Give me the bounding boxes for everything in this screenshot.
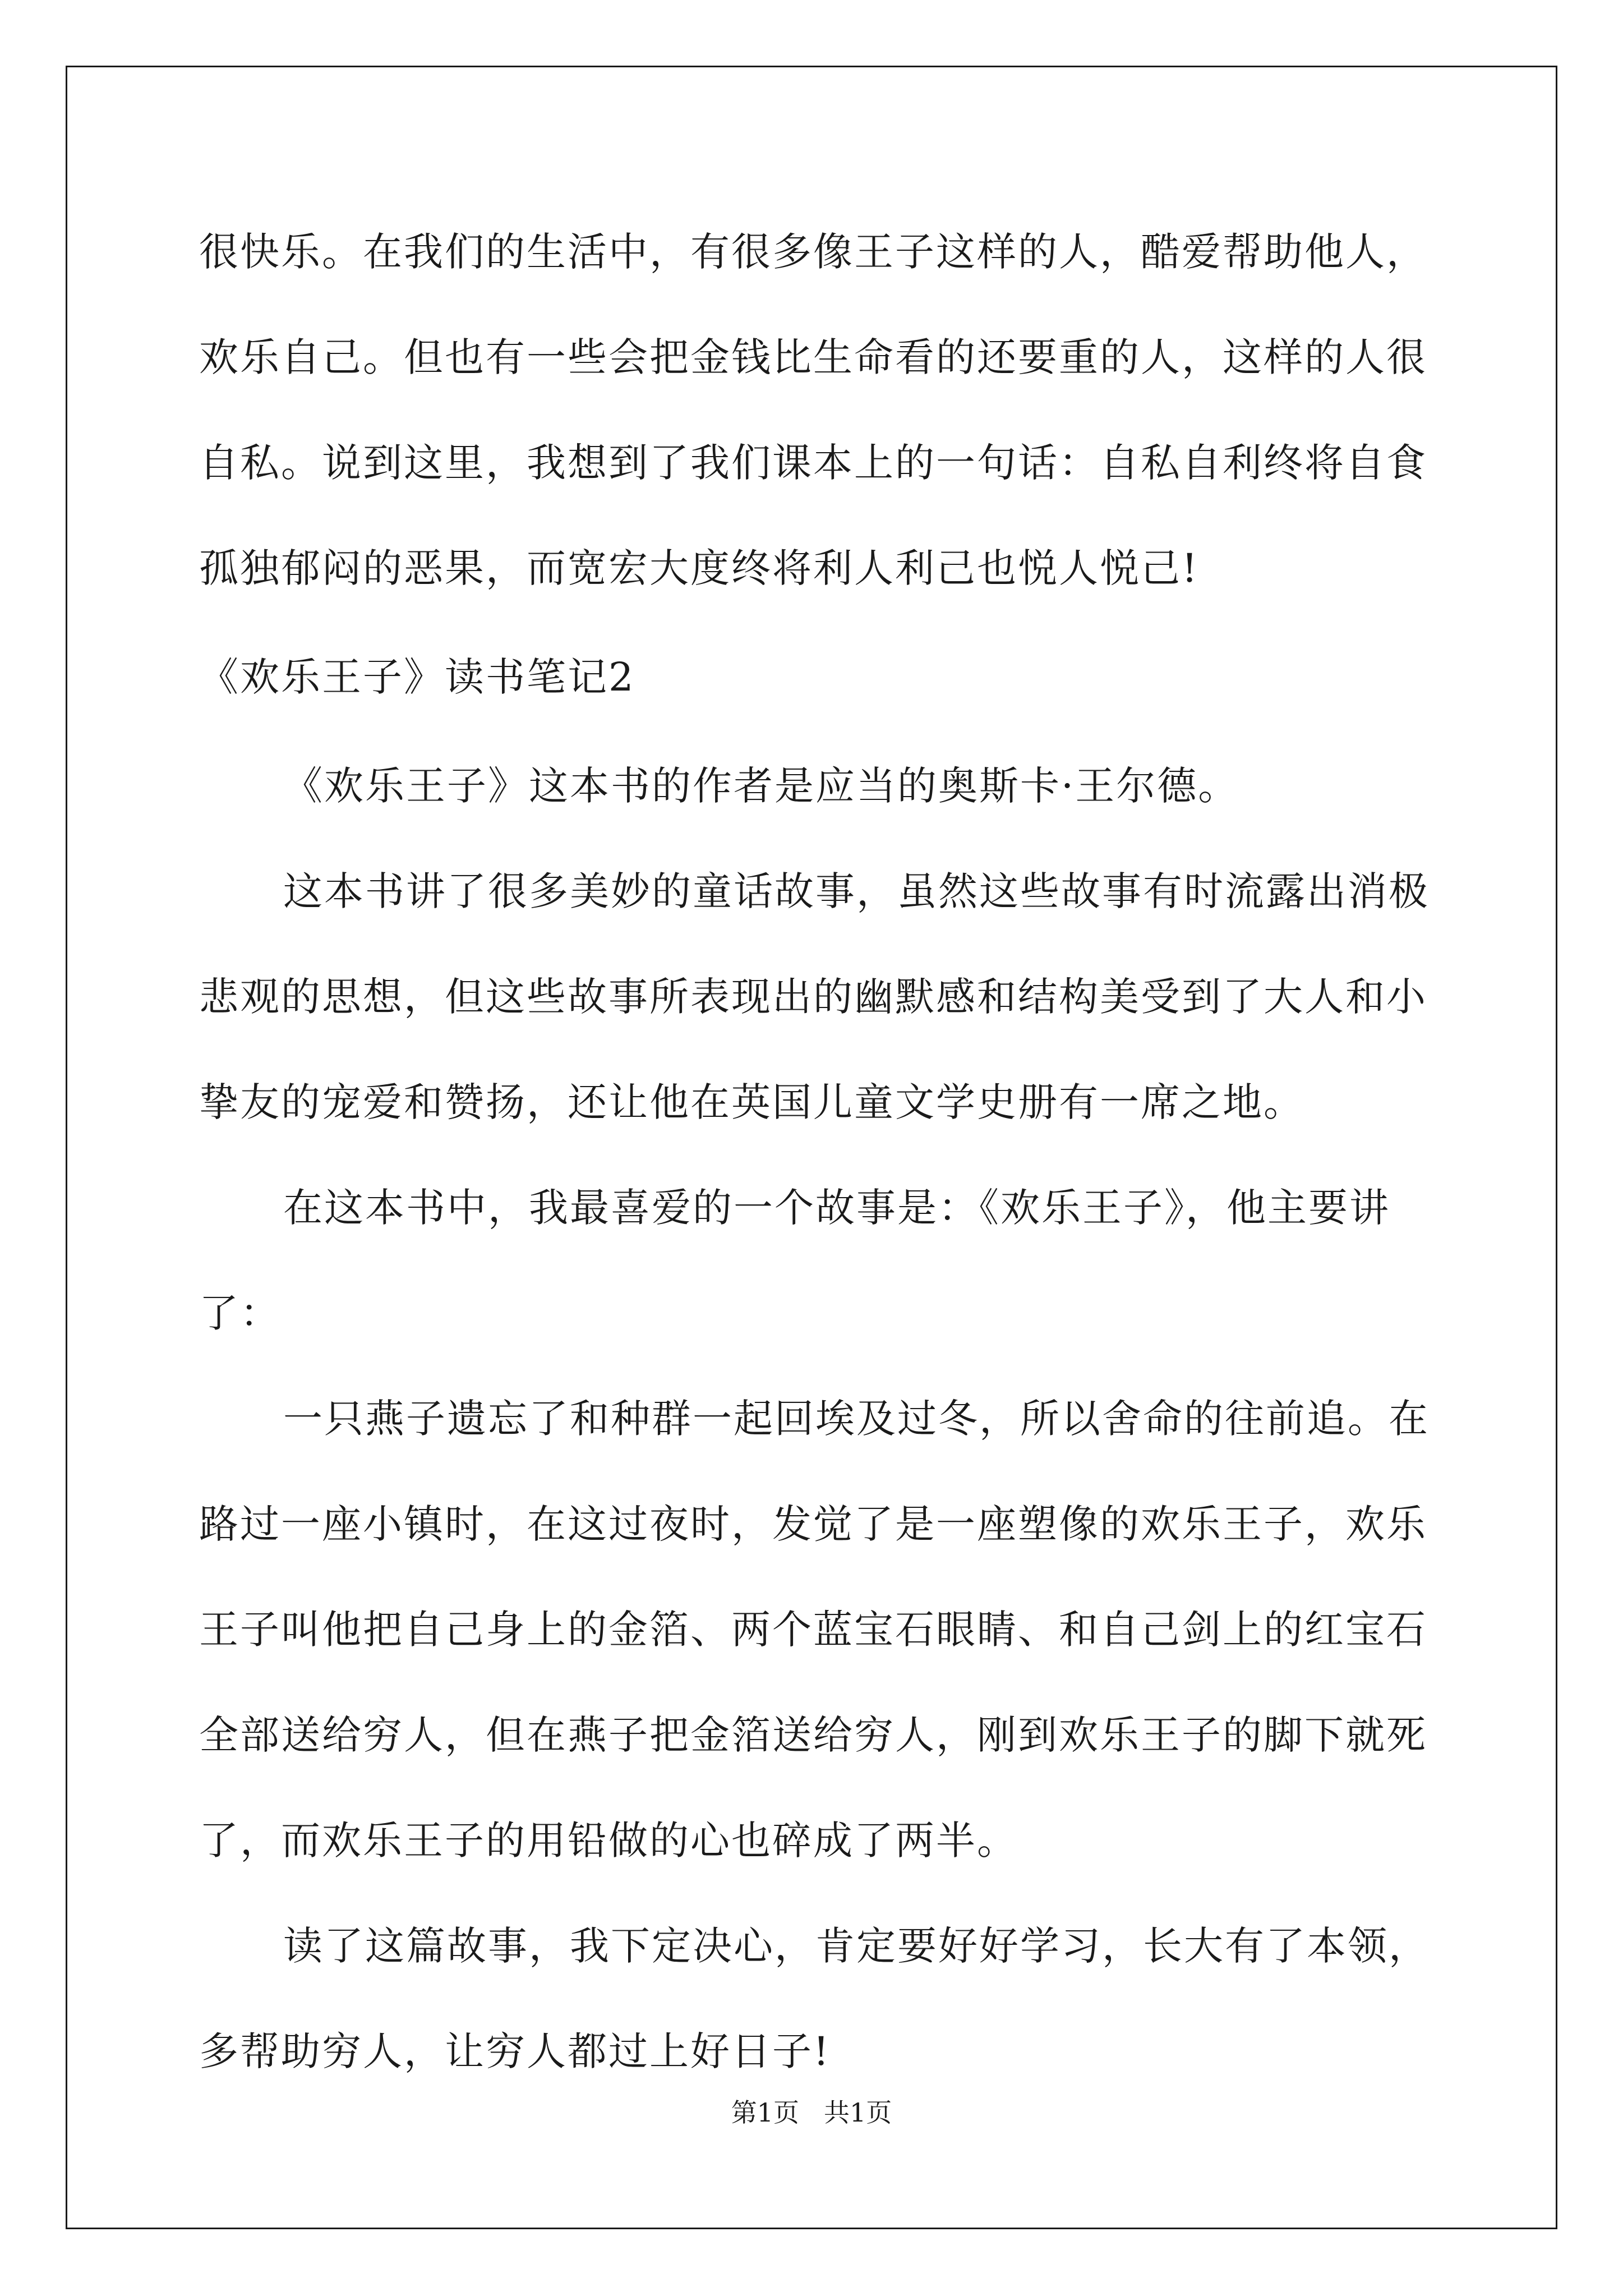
page-number: 第1页 — [731, 2097, 800, 2128]
document-body — [199, 199, 1455, 2104]
paragraph-1: 很快乐。在我们的生活中，有很多像王子这样的人，酷爱帮助他人，欢乐自己。但也有一些会把金钱比生命看的还要重的人，这样的人很自私。说到这里，我想到了我们课本上的一句话：自私自利终将自食孤独郁闷的恶果，而宽宏大度终将利人利己也悦人悦己! — [199, 229, 1427, 591]
paragraph-6: 读了这篇故事，我下定决心，肯定要好好学习，长大有了本领，多帮助穷人，让穷人都过上好日子! — [199, 1923, 1430, 2074]
page-footer — [0, 2092, 1623, 2129]
paragraph-3: 这本书讲了很多美妙的童话故事，虽然这些故事有时流露出消极悲观的思想，但这些故事所表现出的幽默感和结构美受到了大人和小挚友的宠爱和赞扬，还让他在英国儿童文学史册有一席之地。 — [199, 868, 1430, 1125]
page-total: 共1页 — [823, 2097, 892, 2128]
paragraph-2: 《欢乐王子》这本书的作者是应当的奥斯卡·王尔德。 — [283, 763, 1239, 809]
section-title: 《欢乐王子》读书笔记2 — [199, 654, 635, 700]
paragraph-4: 在这本书中，我最喜爱的一个故事是：《欢乐王子》，他主要讲了： — [199, 1185, 1390, 1336]
paragraph-5: 一只燕子遗忘了和种群一起回埃及过冬，所以舍命的往前追。在路过一座小镇时，在这过夜时，发觉了是一座塑像的欢乐王子，欢乐王子叫他把自己身上的金箔、两个蓝宝石眼睛、和自己剑上的红宝石全部送给穷人，但在燕子把金箔送给穷人，刚到欢乐王子的脚下就死了，而欢乐王子的用铅做的心也碎成了两半。 — [199, 1396, 1430, 1864]
